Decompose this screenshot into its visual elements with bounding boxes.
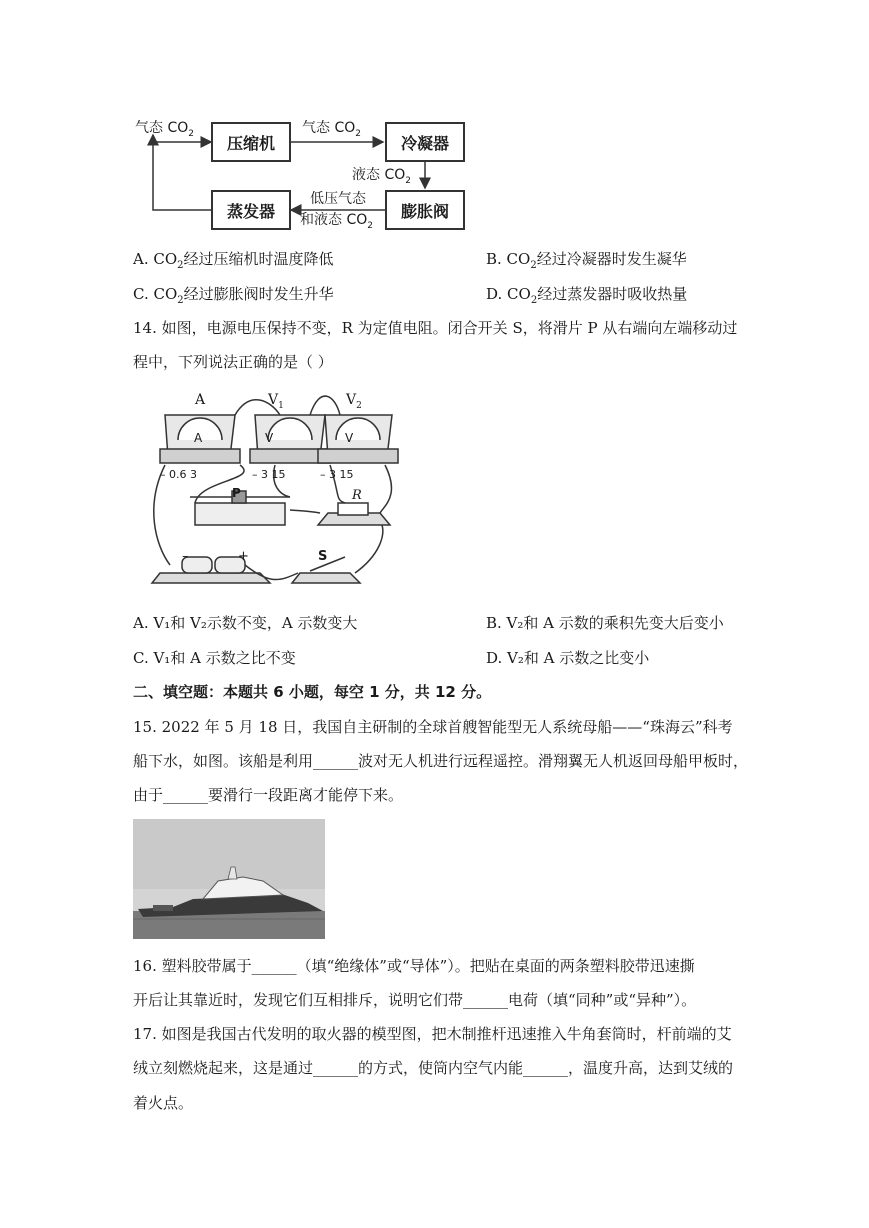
q17-line2: 绒立刻燃烧起来，这是通过______的方式，使筒内空气内能______，温度升高，达到艾绒的 <box>133 1059 734 1077</box>
expansion-valve-box <box>385 190 465 230</box>
q13-option-b: B. $CO_2$经过冷凝器时发生凝华 <box>486 250 687 271</box>
gas-co2-mid-label: 气态 $CO_2$ <box>302 120 361 139</box>
v1-terminals: – 3 15 <box>252 468 286 481</box>
gas-co2-input-label: 气态 $CO_2$ <box>135 120 194 139</box>
q14-option-a: A. V₁和 V₂示数不变，A 示数变大 <box>133 614 358 632</box>
condenser-label: 冷凝器 <box>400 133 449 153</box>
v2-face-label: V <box>345 431 354 445</box>
q14-stem-line1: 14. 如图，电源电压保持不变，R 为定值电阻。闭合开关 S，将滑片 P 从右端向左端移动过 <box>133 319 738 337</box>
circuit-drawing <box>140 385 410 595</box>
v2-title: $V_2$ <box>346 392 362 411</box>
q14-option-c: C. V₁和 A 示数之比不变 <box>133 649 296 667</box>
resistor-r-label: R <box>352 488 362 503</box>
switch-s-label: S <box>318 549 328 564</box>
compressor-box <box>211 122 291 162</box>
condenser-box <box>385 122 465 162</box>
q15-line2: 船下水，如图。该船是利用______波对无人机进行远程遥控。滑翔翼无人机返回母船甲板时， <box>133 752 749 770</box>
q13-option-c: C. $CO_2$经过膨胀阀时发生升华 <box>133 285 334 306</box>
v1-title: $V_1$ <box>268 392 284 411</box>
q14-stem-line2: 程中，下列说法正确的是（ ） <box>133 353 333 371</box>
q13-option-d: D. $CO_2$经过蒸发器时吸收热量 <box>486 285 688 306</box>
battery-positive-label: + <box>238 549 249 564</box>
ammeter-face-label: A <box>194 431 203 445</box>
ship-image <box>133 819 325 939</box>
q15-line3: 由于______要滑行一段距离才能停下来。 <box>133 786 404 804</box>
q14-option-b: B. V₂和 A 示数的乘积先变大后变小 <box>486 614 724 632</box>
ship-photo <box>133 819 325 939</box>
low-pressure-label-1: 低压气态 <box>310 191 366 207</box>
q16-line1: 16. 塑料胶带属于______（填“绝缘体”或“导体”）。把贴在桌面的两条塑料胶带迅速撕 <box>133 957 695 975</box>
q15-line1: 15. 2022 年 5 月 18 日，我国自主研制的全球首艘智能型无人系统母船——“珠海云”科考 <box>133 718 733 736</box>
compressor-label: 压缩机 <box>226 133 275 153</box>
v2-terminals: – 3 15 <box>320 468 354 481</box>
q17-line3: 着火点。 <box>133 1094 194 1112</box>
low-pressure-label-2: 和液态 $CO_2$ <box>300 212 373 231</box>
battery-negative-label: – <box>182 549 189 564</box>
section-2-heading: 二、填空题：本题共 6 小题，每空 1 分，共 12 分。 <box>133 683 492 701</box>
q14-option-d: D. V₂和 A 示数之比变小 <box>486 649 650 667</box>
slider-p-label: P <box>232 486 241 500</box>
liquid-co2-label: 液态 $CO_2$ <box>352 167 411 186</box>
evaporator-box <box>211 190 291 230</box>
q13-option-a: A. $CO_2$经过压缩机时温度降低 <box>133 250 334 271</box>
ammeter-title: A <box>195 392 206 408</box>
expansion-valve-label: 膨胀阀 <box>400 201 449 221</box>
q17-line1: 17. 如图是我国古代发明的取火器的模型图，把木制推杆迅速推入牛角套筒时，杆前端的艾 <box>133 1025 732 1043</box>
ammeter-terminals: – 0.6 3 <box>160 468 197 481</box>
evaporator-label: 蒸发器 <box>226 201 275 221</box>
q16-line2: 开后让其靠近时，发现它们互相排斥，说明它们带______电荷（填“同种”或“异种”）。 <box>133 991 697 1009</box>
v1-face-label: V <box>265 431 274 445</box>
